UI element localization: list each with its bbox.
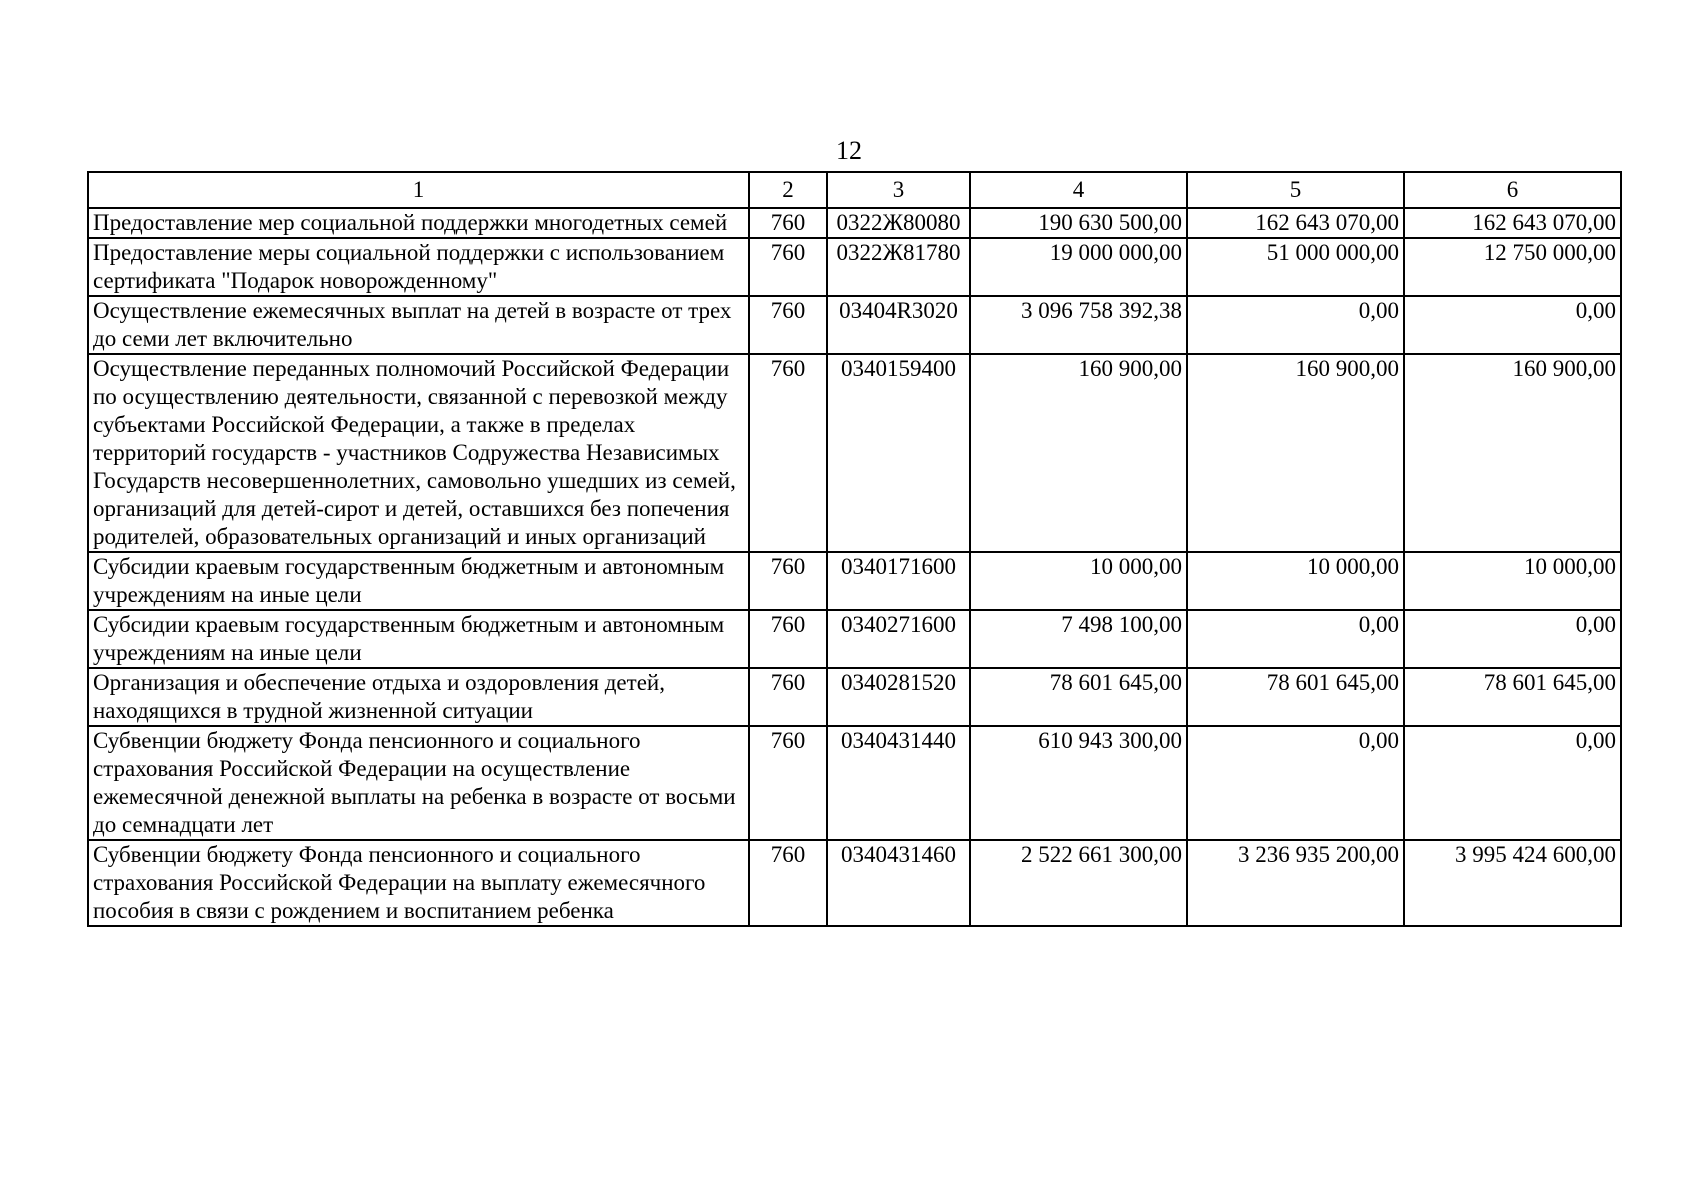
row-grbs: 760 <box>749 610 827 668</box>
row-grbs: 760 <box>749 208 827 238</box>
table-row <box>88 296 1621 354</box>
row-grbs: 760 <box>749 726 827 840</box>
row-amount-6: 10 000,00 <box>1404 552 1621 610</box>
row-amount-5: 3 236 935 200,00 <box>1187 840 1404 926</box>
row-name: Организация и обеспечение отдыха и оздоровления детей, находящихся в трудной жизненной ситуации <box>88 668 749 726</box>
table-row <box>88 726 1621 840</box>
row-amount-6: 0,00 <box>1404 296 1621 354</box>
column-header: 3 <box>827 172 970 208</box>
table-row <box>88 238 1621 296</box>
row-code: 0322Ж81780 <box>827 238 970 296</box>
table-row <box>88 610 1621 668</box>
row-name: Предоставление меры социальной поддержки с использованием сертификата "Подарок новорожденному" <box>88 238 749 296</box>
column-header: 5 <box>1187 172 1404 208</box>
row-code: 03404R3020 <box>827 296 970 354</box>
page-number: 12 <box>836 136 862 165</box>
row-name: Субвенции бюджету Фонда пенсионного и социального страхования Российской Федерации на осуществление ежемесячной денежной выплаты на ребенка в возрасте от восьми до семнадцати лет <box>88 726 749 840</box>
row-amount-5: 162 643 070,00 <box>1187 208 1404 238</box>
row-amount-5: 51 000 000,00 <box>1187 238 1404 296</box>
row-amount-6: 162 643 070,00 <box>1404 208 1621 238</box>
row-name: Предоставление мер социальной поддержки многодетных семей <box>88 208 749 238</box>
row-amount-4: 3 096 758 392,38 <box>970 296 1187 354</box>
row-amount-5: 0,00 <box>1187 610 1404 668</box>
column-header: 4 <box>970 172 1187 208</box>
row-name: Субвенции бюджету Фонда пенсионного и социального страхования Российской Федерации на выплату ежемесячного пособия в связи с рождением и воспитанием ребенка <box>88 840 749 926</box>
row-code: 0322Ж80080 <box>827 208 970 238</box>
row-code: 0340431440 <box>827 726 970 840</box>
row-grbs: 760 <box>749 552 827 610</box>
row-name: Субсидии краевым государственным бюджетным и автономным учреждениям на иные цели <box>88 552 749 610</box>
row-amount-4: 2 522 661 300,00 <box>970 840 1187 926</box>
row-name: Осуществление переданных полномочий Российской Федерации по осуществлению деятельности, связанной с перевозкой между субъектами Российской Федерации, а также в пределах территорий государств - участников Содружества Независимых Государств несовершеннолетних, самовольно ушедших из семей, организаций для детей-сирот и детей, оставшихся без попечения родителей, образовательных организаций и иных организаций <box>88 354 749 552</box>
row-code: 0340159400 <box>827 354 970 552</box>
row-code: 0340271600 <box>827 610 970 668</box>
row-name: Субсидии краевым государственным бюджетным и автономным учреждениям на иные цели <box>88 610 749 668</box>
header-row <box>88 172 1621 208</box>
row-amount-5: 160 900,00 <box>1187 354 1404 552</box>
table-row <box>88 552 1621 610</box>
row-amount-6: 78 601 645,00 <box>1404 668 1621 726</box>
row-amount-5: 0,00 <box>1187 726 1404 840</box>
table-row <box>88 668 1621 726</box>
row-amount-4: 160 900,00 <box>970 354 1187 552</box>
column-header: 2 <box>749 172 827 208</box>
row-amount-4: 10 000,00 <box>970 552 1187 610</box>
row-code: 0340281520 <box>827 668 970 726</box>
row-grbs: 760 <box>749 354 827 552</box>
row-code: 0340171600 <box>827 552 970 610</box>
row-amount-6: 3 995 424 600,00 <box>1404 840 1621 926</box>
row-amount-5: 10 000,00 <box>1187 552 1404 610</box>
row-amount-4: 190 630 500,00 <box>970 208 1187 238</box>
row-amount-4: 7 498 100,00 <box>970 610 1187 668</box>
table-row <box>88 840 1621 926</box>
row-amount-4: 19 000 000,00 <box>970 238 1187 296</box>
row-amount-6: 160 900,00 <box>1404 354 1621 552</box>
row-amount-4: 610 943 300,00 <box>970 726 1187 840</box>
row-name: Осуществление ежемесячных выплат на детей в возрасте от трех до семи лет включительно <box>88 296 749 354</box>
row-grbs: 760 <box>749 296 827 354</box>
row-code: 0340431460 <box>827 840 970 926</box>
table-row <box>88 354 1621 552</box>
row-grbs: 760 <box>749 840 827 926</box>
budget-table <box>87 171 1622 927</box>
column-header: 6 <box>1404 172 1621 208</box>
row-amount-5: 0,00 <box>1187 296 1404 354</box>
row-grbs: 760 <box>749 238 827 296</box>
row-amount-6: 12 750 000,00 <box>1404 238 1621 296</box>
table-row <box>88 208 1621 238</box>
row-amount-6: 0,00 <box>1404 610 1621 668</box>
row-amount-5: 78 601 645,00 <box>1187 668 1404 726</box>
column-header: 1 <box>88 172 749 208</box>
row-grbs: 760 <box>749 668 827 726</box>
row-amount-6: 0,00 <box>1404 726 1621 840</box>
row-amount-4: 78 601 645,00 <box>970 668 1187 726</box>
